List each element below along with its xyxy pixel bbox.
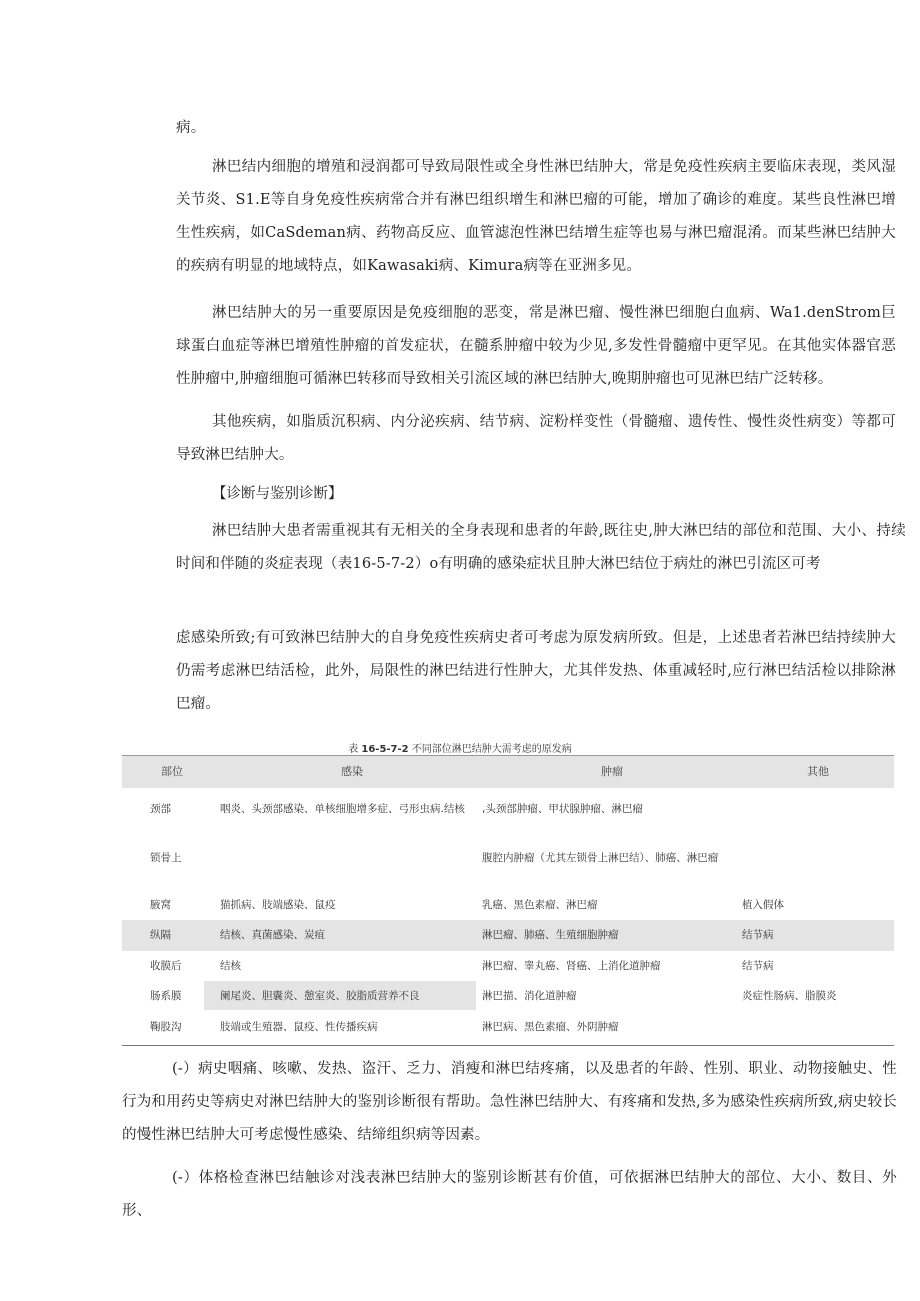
cell-site: 腋窝 [150, 899, 171, 911]
table-bottom-rule [122, 1045, 894, 1046]
table-header-row [122, 755, 894, 788]
table-caption-number: 16-5-7-2 [361, 744, 409, 755]
cell-site: 纵隔 [150, 929, 171, 941]
cell-other: 炎症性肠病、脂膜炎 [742, 990, 837, 1002]
header-tumor: 肿瘤 [601, 765, 623, 778]
cell-tumor: 淋巴病、黑色素瘤、外阴肿瘤 [482, 1021, 619, 1033]
paragraph-history: (-）病史咽痛、咳嗽、发热、盗汗、乏力、消瘦和淋巴结疼痛，以及患者的年龄、性别、职业、动物接触史、性行为和用药史等病史对淋巴结肿大的鉴别诊断很有帮助。急性淋巴结肿大、有疼痛和发热,多为感染性疾病所致,病史较长的慢性淋巴结肿大可考虑慢性感染、结缔组织病等因素。 [122, 1061, 897, 1143]
cell-tumor: 淋巴描、消化道肿瘤 [482, 990, 577, 1002]
cell-site: 收膜后 [150, 960, 182, 972]
paragraph-fragment: 病。 [176, 120, 206, 136]
cell-tumor: 淋巴瘤、肺癌、生殖细胞肿瘤 [482, 929, 619, 941]
cell-infection: 结核 [220, 960, 241, 972]
cell-tumor: 腹腔内肿瘤（尤其左锁骨上淋巴结）、肺癌、淋巴瘤 [482, 852, 719, 864]
header-site: 部位 [161, 765, 183, 778]
paragraph-immune-disease: 淋巴结内细胞的增殖和浸润都可导致局限性或全身性淋巴结肿大，常是免疫性疾病主要临床表现，类风湿关节炎、S1.E等自身免疫性疾病常合并有淋巴组织增生和淋巴瘤的可能，增加了确诊的难度。某些良性淋巴增生性疾病，如CaSdeman病、药物高反应、血管滤泡性淋巴结增生症等也易与淋巴瘤混淆。而某些淋巴结肿大的疾病有明显的地域特点，如Kawasaki病、Kimura病等在亚洲多见。 [176, 159, 896, 274]
paragraph-diagnosis-continued: 虑感染所致;有可致淋巴结肿大的自身免疫性疾病史者可考虑为原发病所致。但是，上述患者若淋巴结持续肿大仍需考虑淋巴结活检，此外，局限性的淋巴结进行性肿大，尤其伴发热、体重减轻时,应行淋巴结活检以排除淋巴瘤。 [176, 630, 896, 712]
disease-table [122, 755, 894, 1033]
cell-infection: 猫抓病、肢端感染、鼠疫 [220, 899, 336, 911]
cell-site: 颈部 [150, 803, 171, 815]
cell-other: 植入假体 [742, 899, 784, 911]
cell-infection: 结核、真菌感染、炭疽 [220, 929, 325, 941]
header-infection: 感染 [341, 765, 363, 778]
cell-tumor: ,头颈部肿瘤、甲状腺肿瘤、淋巴瘤 [482, 803, 643, 815]
cell-site: 肠系膜 [150, 990, 182, 1002]
table-caption-text: 不同部位淋巴结肿大需考虑的原发病 [411, 744, 572, 755]
cell-tumor: 淋巴瘤、睾丸癌、肾癌、上消化道肿瘤 [482, 960, 661, 972]
cell-infection: 咽炎、头颈部感染、单核细胞增多症、弓形虫病.结核 [220, 803, 465, 815]
paragraph-other-diseases: 其他疾病，如脂质沉积病、内分泌疾病、结节病、淀粉样变性（骨髓瘤、遗传性、慢性炎性病变）等都可导致淋巴结肿大。 [176, 414, 896, 463]
table-caption-prefix: 表 [348, 744, 359, 755]
paragraph-diagnosis: 淋巴结肿大患者需重视其有无相关的全身表现和患者的年龄,既往史,肿大淋巴结的部位和范围、大小、持续时间和伴随的炎症表现（表16-5-7-2）o有明确的感染症状且肿大淋巴结位于病灶的淋巴引流区可考 [176, 523, 906, 572]
paragraph-physical-exam: (-）体格检查淋巴结触诊对浅表淋巴结肿大的鉴别诊断甚有价值，可依据淋巴结肿大的部位、大小、数目、外形、 [122, 1170, 897, 1219]
cell-other: 结节病 [742, 960, 774, 972]
paragraph-malignancy: 淋巴结肿大的另一重要原因是免疫细胞的恶变，常是淋巴瘤、慢性淋巴细胞白血病、Wa1.denStrom巨球蛋白血症等淋巴增殖性肿瘤的首发症状，在髓系肿瘤中较为少见,多发性骨髓瘤中更罕见。在其他实体器官恶性肿瘤中,肿瘤细胞可循淋巴转移而导致相关引流区域的淋巴结肿大,晚期肿瘤也可见淋巴结广泛转移。 [176, 305, 896, 387]
table-caption [0, 740, 920, 755]
cell-other: 结节病 [742, 929, 774, 941]
cell-infection: 阑尾炎、胆囊炎、憩室炎、胶脂质营养不良 [220, 990, 420, 1002]
cell-site: 锁骨上 [150, 852, 182, 864]
cell-site: 鞠股沟 [150, 1021, 182, 1033]
cell-infection: 肢端或生殖器、鼠疫、性传播疾病 [220, 1021, 378, 1033]
section-heading: 【诊断与鉴别诊断】 [212, 486, 343, 502]
cell-tumor: 乳癌、黑色素瘤、淋巴瘤 [482, 899, 598, 911]
header-other: 其他 [807, 765, 829, 778]
